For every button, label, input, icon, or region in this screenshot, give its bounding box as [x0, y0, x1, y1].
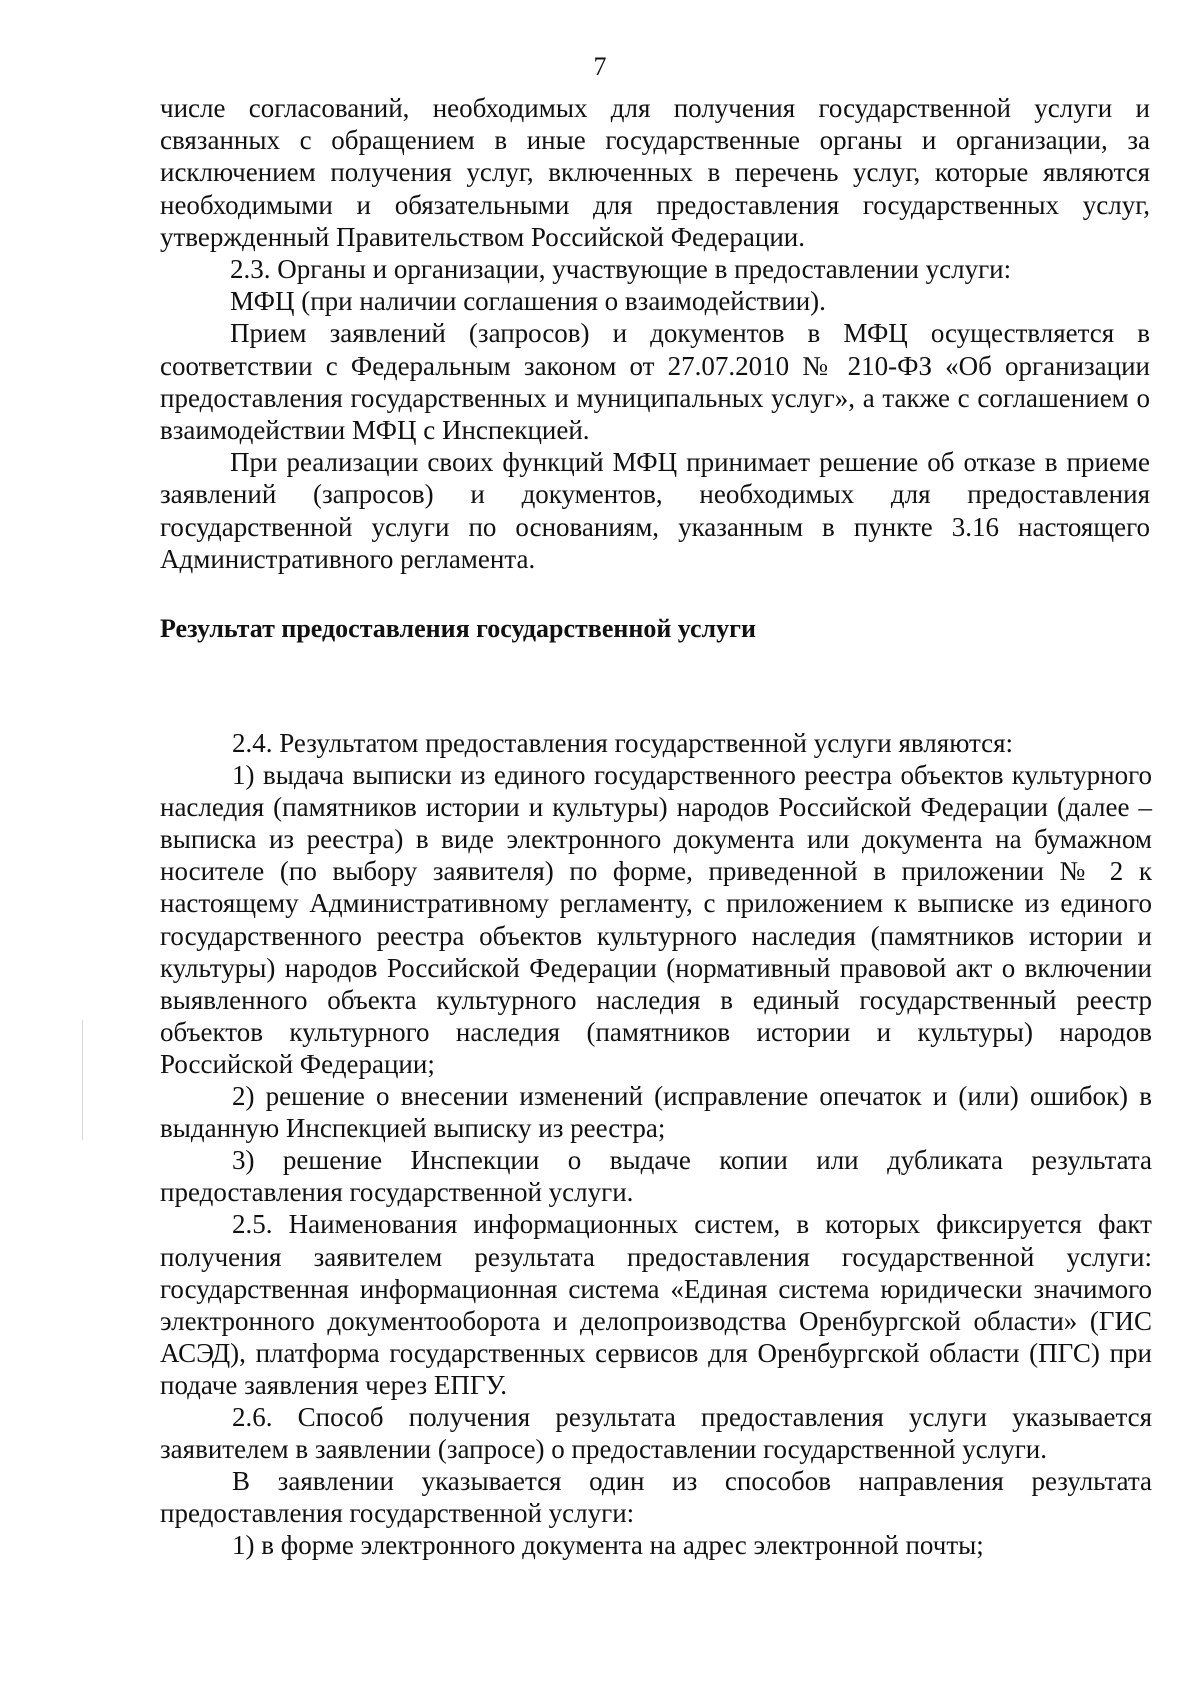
- paragraph-sposob: В заявлении указывается один из способов направления результата предоставления государственной услуги:: [160, 1466, 1152, 1529]
- paragraph-mfc: МФЦ (при наличии соглашения о взаимодействии).: [230, 286, 826, 317]
- list-item-2: 2) решение о внесении изменений (исправление опечаток и (или) ошибок) в выданную Инспекцией выписку из реестра;: [160, 1081, 1152, 1144]
- paragraph-2-5: 2.5. Наименования информационных систем, в которых фиксируется факт получения заявителем результата предоставления государственной услуги: государственная информационная система «Единая система юридически значимого электронного документооборота и делопроизводства Оренбургской области» (ГИС АСЭД), платформа государственных сервисов для Оренбургской области (ПГС) при подаче заявления через ЕПГУ.: [160, 1209, 1152, 1400]
- paragraph-realizacii: При реализации своих функций МФЦ принимает решение об отказе в приеме заявлений (запросов) и документов, необходимых для предоставления государственной услуги по основаниям, указанным в пункте 3.16 настоящего Административного регламента.: [160, 447, 1150, 574]
- lower-text-block: [160, 727, 1152, 1561]
- paragraph-2-6: 2.6. Способ получения результата предоставления услуги указывается заявителем в заявлении (запросе) о предоставлении государственной услуги.: [160, 1401, 1152, 1465]
- paragraph-priem: Прием заявлений (запросов) и документов в МФЦ осуществляется в соответствии с Федеральным законом от 27.07.2010 № 210-ФЗ «Об организации предоставления государственных и муниципальных услуг», а также с соглашением о взаимодействии МФЦ с Инспекцией.: [160, 318, 1150, 446]
- paragraph-2-4: 2.4. Результатом предоставления государственной услуги являются:: [232, 728, 1014, 758]
- upper-text-block: [160, 92, 1150, 684]
- list-item-1: 1) выдача выписки из единого государственного реестра объектов культурного наследия (памятников истории и культуры) народов Российской Федерации (далее – выписка из реестра) в виде электронного документа или документа на бумажном носителе (по выбору заявителя) по форме, приведенной в приложении № 2 к настоящему Административному регламенту, с приложением к выписке из единого государственного реестра объектов культурного наследия (памятников истории и культуры) народов Российской Федерации (нормативный правовой акт о включении выявленного объекта культурного наследия в единый государственный реестр объектов культурного наследия (памятников истории и культуры) народов Российской Федерации;: [160, 760, 1152, 1079]
- paragraph-continuation: числе согласований, необходимых для получения государственной услуги и связанных с обращением в иные государственные органы и организации, за исключением получения услуг, включенных в перечень услуг, которые являются необходимыми и обязательными для предоставления государственных услуг, утвержденный Правительством Российской Федерации.: [160, 93, 1150, 252]
- section-heading: Результат предоставления государственной услуги: [160, 614, 756, 644]
- page-number: 7: [593, 52, 607, 81]
- sposob-item-1: 1) в форме электронного документа на адрес электронной почты;: [232, 1530, 984, 1561]
- paragraph-2-3: 2.3. Органы и организации, участвующие в предоставлении услуги:: [230, 254, 1012, 285]
- scan-margin-mark: [82, 1020, 83, 1140]
- list-item-3: 3) решение Инспекции о выдаче копии или дубликата результата предоставления государственной услуги.: [160, 1145, 1152, 1208]
